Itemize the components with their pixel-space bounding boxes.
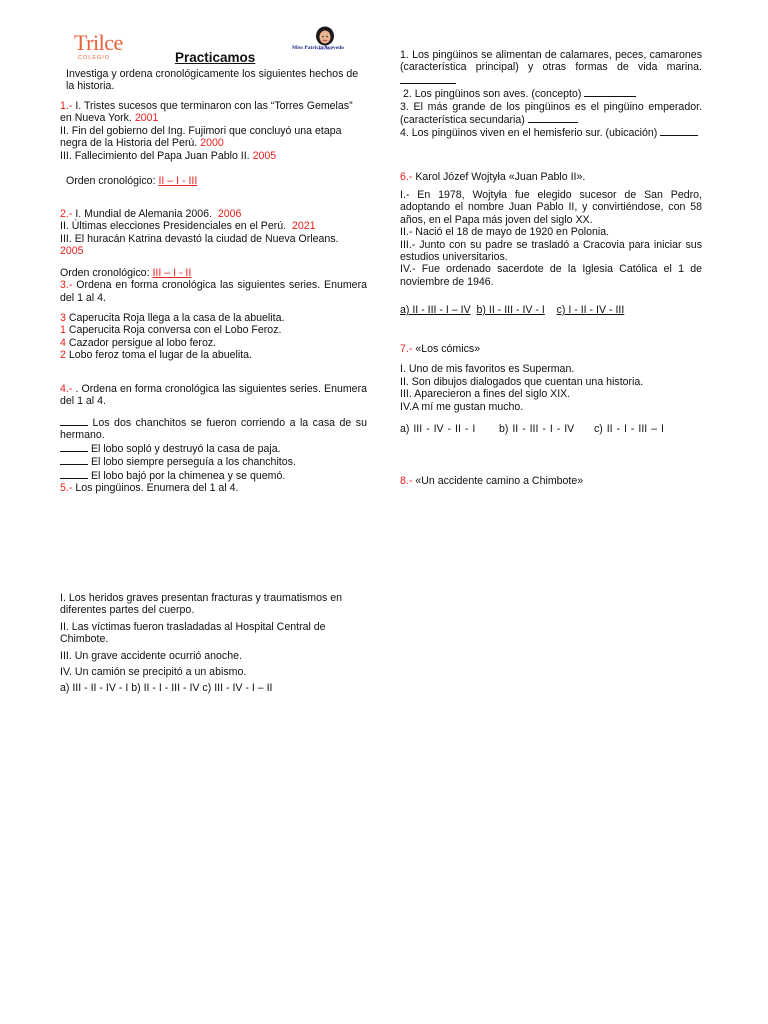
option-b[interactable]: b) II - III - IV - I bbox=[476, 304, 545, 316]
event-year: 2021 bbox=[292, 220, 316, 233]
question-number: 6.- bbox=[400, 171, 413, 183]
question-6-title: 6.- Karol Józef Wojtyła «Juan Pablo II». bbox=[400, 171, 586, 183]
event-text: I. Tristes sucesos que terminaron con las “Torres Gemelas” en Nueva York. bbox=[60, 100, 353, 125]
question-5-header: 5.- Los pingüinos. Enumera del 1 al 4. bbox=[60, 482, 239, 495]
event-text: III. El huracán Katrina devastó la ciudad de Nueva Orleans. bbox=[60, 232, 339, 245]
statement: IV.A mí me gustan mucho. bbox=[400, 400, 524, 413]
event-year: 2005 bbox=[252, 149, 277, 162]
answer-blank[interactable] bbox=[60, 469, 88, 479]
order-answer: II – I - III bbox=[158, 175, 198, 187]
statement: IV.- Fue ordenado sacerdote de la Iglesia Católica el 1 de noviembre de 1946. bbox=[400, 263, 702, 288]
question-7: 7.- «Los cómics» I. Uno de mis favoritos es Superman. II. Son dibujos dialogados que cuentan una historia. III. Aparecieron a fines del siglo XIX. IV.A mí me gustan mucho. a) III - IV - II - I b) II - III - I - IV c) II - I - III – I bbox=[400, 343, 702, 435]
question-2 bbox=[60, 208, 367, 258]
event-text: II. Últimas elecciones Presidenciales en el Perú. bbox=[60, 220, 287, 233]
instruction-text: Ordena en forma cronológica las siguientes series. Enumera del 1 al 4. bbox=[60, 279, 367, 304]
list-item: 3 Caperucita Roja llega a la casa de la abuelita. bbox=[60, 312, 285, 324]
question-number: 3.- bbox=[60, 279, 73, 292]
question-number: 2.- bbox=[60, 208, 73, 220]
order-answer: III – I - II bbox=[152, 267, 192, 279]
statement: 2. Los pingüinos son aves. (concepto) bbox=[400, 87, 702, 100]
order-line bbox=[60, 267, 367, 279]
option-c[interactable]: c) II - I - III – I bbox=[593, 423, 664, 436]
statement: III. Un grave accidente ocurrió anoche. bbox=[60, 649, 242, 662]
statement: 3. El más grande de los pingüinos es el pingüino emperador. (característica secundaria) bbox=[400, 100, 702, 127]
question-1 bbox=[60, 100, 367, 162]
penguin-statements bbox=[400, 49, 702, 140]
answer-blank[interactable] bbox=[400, 74, 456, 84]
question-4 bbox=[60, 383, 367, 408]
event-year: 2001 bbox=[134, 112, 159, 125]
statement: II. Las víctimas fueron trasladadas al Hospital Central de Chimbote. bbox=[60, 620, 326, 646]
question-8-statements bbox=[60, 592, 365, 695]
statement: II. Son dibujos dialogados que cuentan una historia. bbox=[400, 375, 644, 388]
statement: III. Aparecieron a fines del siglo XIX. bbox=[400, 388, 571, 401]
instruction-text: . Ordena en forma cronológica las siguientes series. Enumera del 1 al 4. bbox=[60, 383, 367, 408]
list-item: 1 Caperucita Roja conversa con el Lobo Feroz. bbox=[60, 324, 282, 337]
order-line bbox=[66, 175, 197, 187]
statement: I. Los heridos graves presentan fracturas y traumatismos en diferentes partes del cuerpo. bbox=[60, 592, 343, 617]
caperucita-list bbox=[60, 312, 367, 362]
event-text: I. Mundial de Alemania 2006. bbox=[75, 208, 212, 220]
answer-blank[interactable] bbox=[584, 87, 636, 97]
event-text: III. Fallecimiento del Papa Juan Pablo II. bbox=[60, 149, 250, 162]
question-6-statements bbox=[400, 189, 702, 288]
event-text: II. Fin del gobierno del Ing. Fujimori que concluyó una etapa negra de la Historia del Perú. bbox=[60, 124, 342, 150]
answer-options: a) III - II - IV - I b) II - I - III - IV c) III - IV - I – II bbox=[60, 682, 273, 695]
order-label: Orden cronológico: bbox=[60, 267, 150, 279]
question-number: 8.- bbox=[400, 475, 413, 487]
list-item: El lobo siempre perseguía a los chanchitos. bbox=[60, 455, 367, 468]
question-number: 7.- bbox=[400, 343, 413, 355]
event-year: 2006 bbox=[217, 208, 242, 220]
list-item: 2 Lobo feroz toma el lugar de la abuelita. bbox=[60, 349, 253, 362]
option-a[interactable]: a) III - IV - II - I bbox=[400, 423, 476, 436]
question-number: 4.- bbox=[60, 383, 73, 395]
list-item: El lobo bajó por la chimenea y se quemó. bbox=[60, 469, 367, 482]
question-number: 1.- bbox=[60, 100, 73, 112]
list-item: Los dos chanchitos se fueron corriendo a la casa de su hermano. bbox=[60, 417, 367, 442]
page-title: Practicamos bbox=[175, 50, 256, 65]
statement: III.- Junto con su padre se trasladó a Cracovia para iniciar sus estudios universitarios. bbox=[400, 238, 702, 264]
option-a[interactable]: a) II - III - I – IV bbox=[400, 304, 471, 316]
event-year: 2005 bbox=[60, 245, 84, 258]
statement: I. Uno de mis favoritos es Superman. bbox=[400, 363, 575, 376]
question-6-options bbox=[400, 304, 702, 316]
option-b[interactable]: b) II - III - I - IV bbox=[498, 423, 575, 436]
list-item: El lobo sopló y destruyó la casa de paja. bbox=[60, 442, 367, 455]
answer-blank[interactable] bbox=[660, 126, 698, 136]
intro-text: Investiga y ordena cronológicamente los siguientes hechos de la historia. bbox=[66, 68, 359, 93]
statement: II.- Nació el 18 de mayo de 1920 en Polonia. bbox=[400, 226, 610, 239]
order-label: Orden cronológico: bbox=[66, 175, 156, 187]
option-c[interactable]: c) I - II - IV - III bbox=[556, 304, 625, 316]
school-logo-subtitle: COLEGIO bbox=[78, 55, 111, 61]
teacher-name: Miss Patricia Acevedo bbox=[292, 45, 344, 51]
question-3 bbox=[60, 267, 367, 304]
statement: 1. Los pingüinos se alimentan de calamares, peces, camarones (característica principal) y otras formas de vida marina. bbox=[400, 49, 702, 87]
answer-options bbox=[400, 423, 702, 435]
statement: 4. Los pingüinos viven en el hemisferio sur. (ubicación) bbox=[400, 126, 702, 139]
question-number: 5.- bbox=[60, 482, 73, 495]
answer-blank[interactable] bbox=[528, 113, 578, 123]
answer-blank[interactable] bbox=[60, 455, 88, 465]
list-item: 4 Cazador persigue al lobo feroz. bbox=[60, 336, 217, 349]
event-year: 2000 bbox=[200, 137, 224, 150]
chanchitos-list bbox=[60, 416, 367, 494]
school-logo: Trilce bbox=[74, 30, 123, 55]
statement: IV. Un camión se precipitó a un abismo. bbox=[60, 666, 247, 679]
statement: I.- En 1978, Wojtyła fue elegido sucesor de San Pedro, adoptando el nombre Juan Pablo II, y convirtiéndose, con 58 años, en el Papa más joven del siglo XX. bbox=[400, 189, 702, 226]
question-8-title: 8.- «Un accidente camino a Chimbote» bbox=[400, 475, 584, 487]
answer-blank[interactable] bbox=[60, 442, 88, 452]
answer-blank[interactable] bbox=[60, 416, 88, 426]
